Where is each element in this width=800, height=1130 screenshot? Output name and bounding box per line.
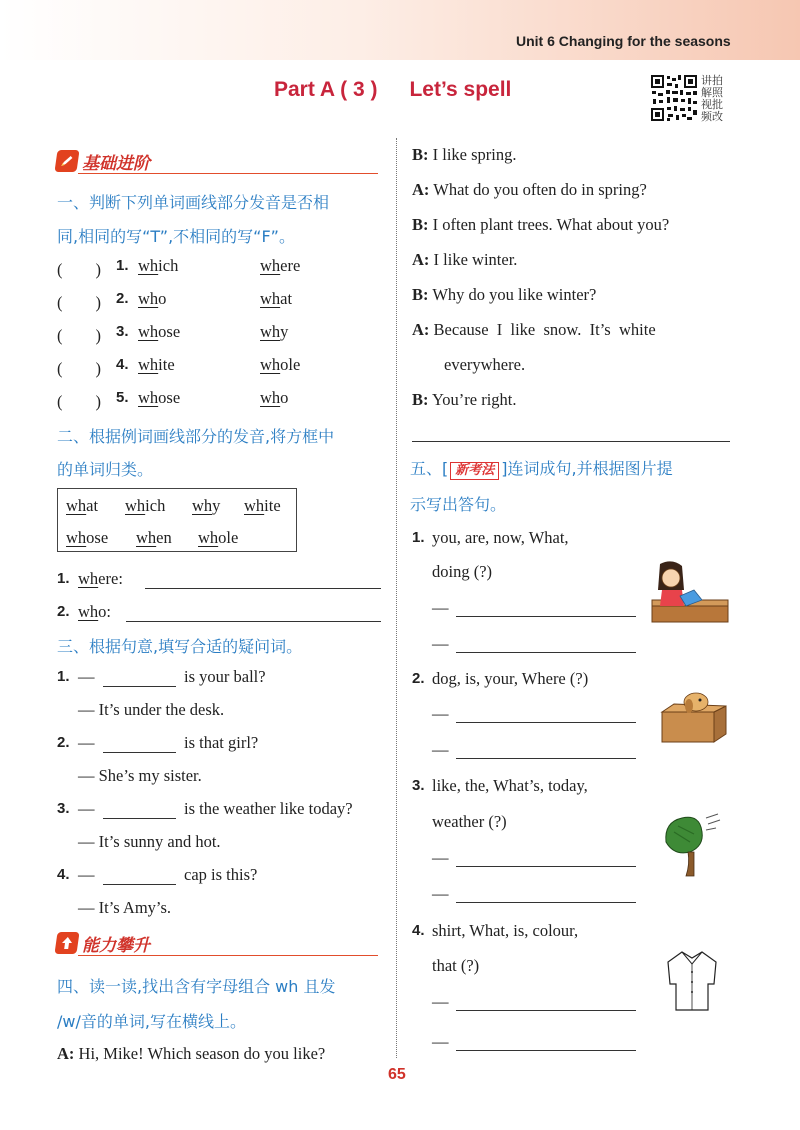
q5-num-2: 2. xyxy=(412,670,425,687)
q2-instruction-line2: 的单词归类。 xyxy=(57,460,154,479)
q3-num-3: 3. xyxy=(57,800,70,817)
q1-word2-1: where xyxy=(260,256,301,275)
qr-side-text: 讲拍 解照 视批 频改 xyxy=(701,74,723,123)
q4-instruction-line2: /w/音的单词,写在横线上。 xyxy=(57,1012,246,1031)
q5-answer-line-3a[interactable] xyxy=(456,866,636,867)
q1-num-5: 5. xyxy=(116,389,129,406)
q1-word1-4: white xyxy=(138,355,175,374)
q1-word2-4: whole xyxy=(260,355,301,374)
q5-dash: — xyxy=(432,598,449,617)
q5-words-4: shirt, What, is, colour, xyxy=(432,921,579,940)
page-number: 65 xyxy=(388,1066,406,1083)
box-word: white xyxy=(244,496,281,515)
q3-blank-2[interactable] xyxy=(103,752,176,753)
q1-word1-2: who xyxy=(138,289,167,308)
q3-dash-4: — xyxy=(78,865,95,884)
unit-title: Unit 6 Changing for the seasons xyxy=(516,33,731,49)
q5-words-1: you, are, now, What, xyxy=(432,528,569,547)
q5-num-3: 3. xyxy=(412,777,425,794)
q5-dash: — xyxy=(432,884,449,903)
q1-instruction-line1: 一、判断下列单词画线部分发音是否相 xyxy=(57,193,330,212)
q5-dash: — xyxy=(432,1032,449,1051)
q1-paren-1[interactable]: ( ) xyxy=(57,260,101,279)
q4-answer-line[interactable] xyxy=(412,441,730,442)
q3-instruction: 三、根据句意,填写合适的疑问词。 xyxy=(57,637,303,656)
q2-answer-label-1: where: xyxy=(78,569,123,588)
q1-num-4: 4. xyxy=(116,356,129,373)
q3-question-4: cap is this? xyxy=(184,865,258,884)
dialogue-line-7: A: Because I like snow. It’s white xyxy=(412,320,656,339)
header-band xyxy=(0,0,800,60)
q5-instruction-line1: 五、[ 新考法 ]连词成句,并根据图片提 xyxy=(410,459,673,478)
q3-num-2: 2. xyxy=(57,734,70,751)
pencil-icon xyxy=(54,150,79,172)
q3-answer-4: — It’s Amy’s. xyxy=(78,898,172,917)
q5-dash: — xyxy=(432,634,449,653)
dialogue-line-8: everywhere. xyxy=(444,355,526,374)
q5-answer-line-4b[interactable] xyxy=(456,1050,636,1051)
q3-blank-3[interactable] xyxy=(103,818,176,819)
q2-answer-num-2: 2. xyxy=(57,603,70,620)
q5-num-4: 4. xyxy=(412,922,425,939)
q5-dash: — xyxy=(432,740,449,759)
word-box xyxy=(57,488,297,552)
topic-label: Let’s spell xyxy=(409,78,512,101)
q1-paren-4[interactable]: ( ) xyxy=(57,359,101,378)
q5-instruction-line2: 示写出答句。 xyxy=(410,495,507,514)
q1-word1-5: whose xyxy=(138,388,181,407)
q5-answer-line-1b[interactable] xyxy=(456,652,636,653)
q3-question-3: is the weather like today? xyxy=(184,799,353,818)
q1-paren-2[interactable]: ( ) xyxy=(57,293,101,312)
q3-answer-3: — It’s sunny and hot. xyxy=(78,832,221,851)
q5-dash: — xyxy=(432,704,449,723)
box-word: when xyxy=(136,528,172,547)
dialogue-line-4: B: I often plant trees. What about you? xyxy=(412,215,670,234)
q3-question-1: is your ball? xyxy=(184,667,266,686)
qr-code-icon[interactable] xyxy=(650,74,698,122)
q1-word2-3: why xyxy=(260,322,289,341)
dialogue-line-3: A: What do you often do in spring? xyxy=(412,180,647,199)
column-divider xyxy=(396,138,397,1058)
part-title xyxy=(274,78,511,102)
q1-word1-1: which xyxy=(138,256,179,275)
q5-answer-line-2b[interactable] xyxy=(456,758,636,759)
q1-paren-5[interactable]: ( ) xyxy=(57,392,101,411)
dog-in-box-illustration xyxy=(656,690,728,744)
section-title-advanced: 能力攀升 xyxy=(82,936,150,956)
q3-num-4: 4. xyxy=(57,866,70,883)
q1-paren-3[interactable]: ( ) xyxy=(57,326,101,345)
box-word: whole xyxy=(198,528,239,547)
q5-num-1: 1. xyxy=(412,529,425,546)
q3-blank-1[interactable] xyxy=(103,686,176,687)
dialogue-line-6: B: Why do you like winter? xyxy=(412,285,597,304)
q3-dash-1: — xyxy=(78,667,95,686)
box-word: why xyxy=(192,496,221,515)
q3-dash-2: — xyxy=(78,733,95,752)
q2-answer-line-2[interactable] xyxy=(126,621,381,622)
q3-question-2: is that girl? xyxy=(184,733,259,752)
q1-num-3: 3. xyxy=(116,323,129,340)
q1-word2-2: what xyxy=(260,289,293,308)
q1-num-2: 2. xyxy=(116,290,129,307)
q3-blank-4[interactable] xyxy=(103,884,176,885)
q5-answer-line-3b[interactable] xyxy=(456,902,636,903)
dialogue-line-5: A: I like winter. xyxy=(412,250,518,269)
q1-word1-3: whose xyxy=(138,322,181,341)
q3-dash-3: — xyxy=(78,799,95,818)
q2-answer-num-1: 1. xyxy=(57,570,70,587)
q5-words-1b: doing (?) xyxy=(432,562,493,581)
part-label: Part A ( 3 ) xyxy=(274,78,378,101)
q3-answer-2: — She’s my sister. xyxy=(78,766,202,785)
q4-instruction-line1: 四、读一读,找出含有字母组合 wh 且发 xyxy=(57,977,336,996)
q2-instruction-line1: 二、根据例词画线部分的发音,将方框中 xyxy=(57,427,335,446)
arrow-up-icon xyxy=(54,932,79,954)
q5-answer-line-1a[interactable] xyxy=(456,616,636,617)
box-word: which xyxy=(125,496,166,515)
q2-answer-line-1[interactable] xyxy=(145,588,381,589)
q5-dash: — xyxy=(432,992,449,1011)
q5-answer-line-2a[interactable] xyxy=(456,722,636,723)
q1-word2-5: who xyxy=(260,388,289,407)
q1-num-1: 1. xyxy=(116,257,129,274)
section-title-basic: 基础进阶 xyxy=(82,154,150,174)
q5-dash: — xyxy=(432,848,449,867)
windy-tree-illustration xyxy=(660,812,722,878)
q5-words-2: dog, is, your, Where (?) xyxy=(432,669,589,688)
box-word: what xyxy=(66,496,99,515)
q1-instruction-line2: 同,相同的写“T”,不相同的写“F”。 xyxy=(57,227,295,246)
q3-answer-1: — It’s under the desk. xyxy=(78,700,225,719)
new-method-tag: 新考法 xyxy=(450,462,499,480)
q5-words-4b: that (?) xyxy=(432,956,480,975)
dialogue-line-1: A: Hi, Mike! Which season do you like? xyxy=(57,1044,326,1063)
q3-num-1: 1. xyxy=(57,668,70,685)
q5-answer-line-4a[interactable] xyxy=(456,1010,636,1011)
dialogue-line-2: B: I like spring. xyxy=(412,145,517,164)
shirt-illustration xyxy=(664,950,720,1012)
q5-words-3b: weather (?) xyxy=(432,812,507,831)
q2-answer-label-2: who: xyxy=(78,602,112,621)
girl-reading-illustration xyxy=(650,560,730,624)
q5-words-3: like, the, What’s, today, xyxy=(432,776,588,795)
dialogue-line-9: B: You’re right. xyxy=(412,390,517,409)
box-word: whose xyxy=(66,528,109,547)
